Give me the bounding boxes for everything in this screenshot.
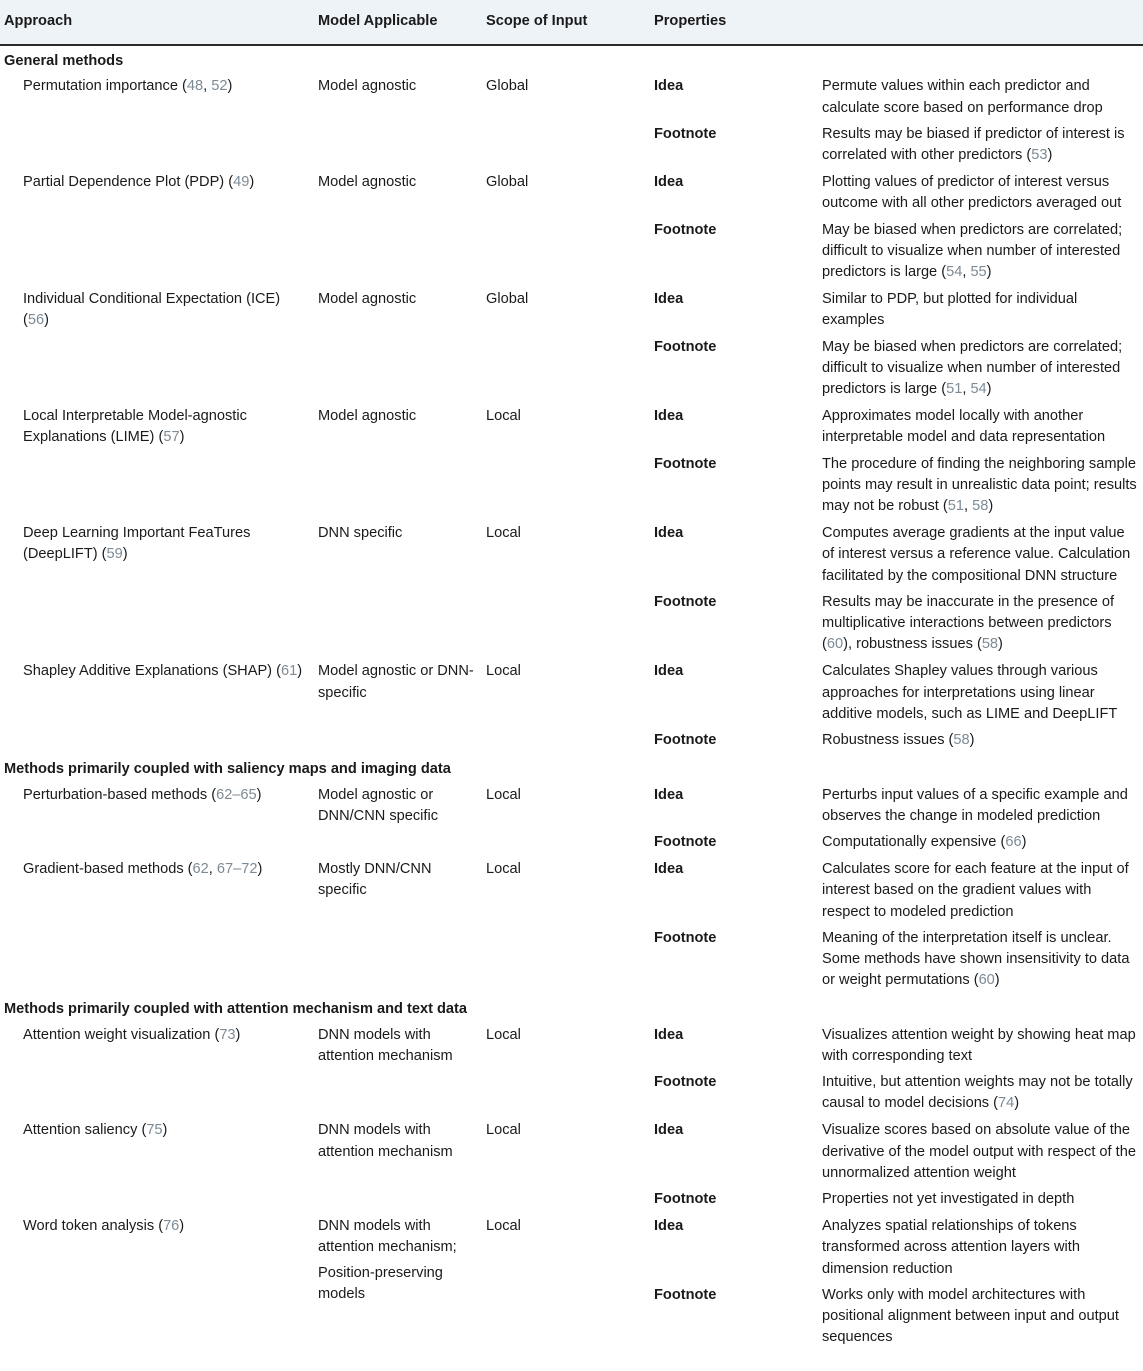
reference-link[interactable]: 54 <box>970 381 987 398</box>
scope-cell: Global <box>486 291 529 308</box>
footnote-label: Footnote <box>654 833 717 850</box>
scope-cell: Local <box>486 1122 521 1139</box>
footnote-label: Footnote <box>654 593 717 610</box>
approach-cell <box>0 658 314 754</box>
section-title: Methods primarily coupled with saliency maps and imaging data <box>4 761 451 778</box>
text-run: Meaning of the interpretation itself is unclear. Some methods have shown insensitivity to data or weight permutations ( <box>822 929 1130 989</box>
idea-text <box>818 403 1143 450</box>
text-run: , <box>962 264 971 281</box>
reference-link[interactable]: 53 <box>1031 147 1048 164</box>
scope-cell: Local <box>486 786 521 803</box>
footnote-label: Footnote <box>654 455 717 472</box>
approach-cell <box>0 403 314 520</box>
table-row <box>0 1117 1143 1186</box>
scope-cell: Global <box>486 78 529 95</box>
text-run: ) <box>998 636 1003 653</box>
reference-link[interactable]: 62–65 <box>216 786 257 803</box>
reference-link[interactable]: 51 <box>947 498 964 515</box>
table-body <box>0 45 1143 1351</box>
text-run: Perturbation-based methods ( <box>23 786 217 803</box>
reference-link[interactable]: 74 <box>998 1095 1015 1112</box>
text-run: , <box>963 498 973 515</box>
model-applicable-text: Model agnostic or DNN-specific <box>318 663 474 701</box>
table-row <box>0 169 1143 216</box>
idea-label: Idea <box>654 1122 684 1139</box>
text-run: ) <box>1047 147 1053 164</box>
text-run: Visualizes attention weight by showing heat map with corresponding text <box>822 1026 1136 1064</box>
model-applicable-text: DNN models with attention mechanism <box>318 1026 453 1064</box>
text-run: Results may be biased if predictor of interest is correlated with other predictors ( <box>822 125 1125 164</box>
footnote-label: Footnote <box>654 1190 717 1207</box>
text-run: Results may be inaccurate in the presence of multiplicative interactions between predictors ( <box>822 593 1115 653</box>
footnote-label: Footnote <box>654 929 717 946</box>
table-row <box>0 403 1143 450</box>
header-scope-of-input: Scope of Input <box>482 0 650 45</box>
scope-cell: Local <box>486 1218 521 1235</box>
text-run: Attention saliency ( <box>23 1122 147 1139</box>
reference-link[interactable]: 67–72 <box>216 861 258 878</box>
text-run: May be biased when predictors are correlated; difficult to visualize when number of interested predictors is large ( <box>822 221 1123 281</box>
text-run: , <box>203 78 212 95</box>
header-approach: Approach <box>0 0 314 45</box>
idea-label: Idea <box>654 525 684 542</box>
text-run: Permute values within each predictor and calculate score based on performance drop <box>822 78 1103 116</box>
text-run: ) <box>986 264 992 281</box>
text-run: ) <box>257 861 263 878</box>
text-run: ) <box>986 381 992 398</box>
text-run: Calculates score for each feature at the input of interest based on the gradient values with respect to modeled prediction <box>822 861 1129 920</box>
text-run: Visualize scores based on absolute value of the derivative of the model output with respect of the unnormalized attention weight <box>822 1122 1136 1181</box>
approach-cell <box>0 286 314 403</box>
text-run: ) <box>1021 833 1027 850</box>
section-header-row <box>0 45 1143 73</box>
approach-cell <box>0 1117 314 1213</box>
text-run: , <box>208 861 217 878</box>
model-applicable-extra: Position-preserving models <box>318 1264 443 1302</box>
text-run: Similar to PDP, but plotted for individual examples <box>822 291 1078 329</box>
idea-label: Idea <box>654 663 684 680</box>
table-row <box>0 286 1143 333</box>
approach-cell <box>0 73 314 169</box>
text-run: Intuitive, but attention weights may not be totally causal to model decisions ( <box>822 1073 1133 1112</box>
text-run: ) <box>179 429 185 446</box>
reference-link[interactable]: 76 <box>163 1218 180 1235</box>
scope-cell: Local <box>486 408 521 425</box>
reference-link[interactable]: 58 <box>972 498 989 515</box>
text-run: ) <box>249 174 255 191</box>
idea-label: Idea <box>654 1026 684 1043</box>
model-applicable-cell <box>314 856 482 994</box>
text-run: Permutation importance ( <box>23 78 187 95</box>
reference-link[interactable]: 61 <box>280 663 298 680</box>
table-row <box>0 520 1143 589</box>
text-run: Partial Dependence Plot (PDP) ( <box>23 174 234 191</box>
footnote-label: Footnote <box>654 732 717 749</box>
model-applicable-cell <box>314 1117 482 1213</box>
text-run: The procedure of finding the neighboring sample points may result in unrealistic data point; results may not be robust ( <box>822 455 1137 515</box>
text-run: ) <box>235 1026 241 1043</box>
reference-link[interactable]: 73 <box>219 1026 236 1043</box>
reference-link[interactable]: 48 <box>186 78 204 95</box>
footnote-text <box>818 121 1143 169</box>
idea-text <box>818 658 1143 727</box>
idea-text <box>818 1022 1143 1069</box>
model-applicable-text: Model agnostic <box>318 408 417 425</box>
idea-label: Idea <box>654 1218 684 1235</box>
text-run: Attention weight visualization ( <box>23 1026 220 1043</box>
reference-link[interactable]: 51 <box>946 381 963 398</box>
model-applicable-cell <box>314 403 482 520</box>
model-applicable-cell <box>314 169 482 286</box>
text-run: ) <box>122 546 128 563</box>
header-model-applicable: Model Applicable <box>314 0 482 45</box>
table-row <box>0 856 1143 925</box>
footnote-text <box>818 589 1143 659</box>
reference-link[interactable]: 59 <box>106 546 123 563</box>
approach-cell <box>0 520 314 658</box>
idea-text <box>818 169 1143 216</box>
model-applicable-cell <box>314 782 482 857</box>
idea-label: Idea <box>654 174 684 191</box>
approach-cell <box>0 1022 314 1118</box>
footnote-text <box>818 217 1143 287</box>
reference-link[interactable]: 66 <box>1005 833 1022 850</box>
table-row <box>0 782 1143 829</box>
footnote-label: Footnote <box>654 1073 717 1090</box>
model-applicable-cell <box>314 286 482 403</box>
model-applicable-text: Model agnostic <box>318 174 417 191</box>
reference-link[interactable]: 60 <box>826 636 844 653</box>
text-run: ) <box>994 972 1000 989</box>
text-run: ) <box>988 498 994 515</box>
idea-label: Idea <box>654 78 684 95</box>
footnote-label: Footnote <box>654 125 717 142</box>
footnote-text <box>818 1282 1143 1352</box>
reference-link[interactable]: 58 <box>953 732 970 749</box>
table-header <box>0 0 1143 45</box>
text-run: Analyzes spatial relationships of tokens transformed across attention layers with dimension reduction <box>822 1218 1080 1277</box>
table-row <box>0 1022 1143 1069</box>
header-properties: Properties <box>650 0 1143 45</box>
footnote-label: Footnote <box>654 338 717 355</box>
model-applicable-text: Model agnostic or DNN/CNN specific <box>318 786 439 824</box>
table-row <box>0 658 1143 727</box>
reference-link[interactable]: 52 <box>211 78 228 95</box>
table-row <box>0 73 1143 120</box>
footnote-label: Footnote <box>654 1286 717 1303</box>
text-run: ) <box>297 663 303 680</box>
reference-link[interactable]: 54 <box>946 264 963 281</box>
scope-cell: Global <box>486 174 529 191</box>
text-run: Robustness issues ( <box>822 732 954 749</box>
footnote-text <box>818 925 1143 995</box>
model-applicable-cell <box>314 658 482 754</box>
approach-cell <box>0 782 314 857</box>
model-applicable-cell <box>314 1022 482 1118</box>
text-run: ) <box>227 78 233 95</box>
text-run: Properties not yet investigated in depth <box>822 1190 1075 1207</box>
footnote-text <box>818 829 1143 856</box>
reference-link[interactable]: 60 <box>978 972 995 989</box>
model-applicable-text: Model agnostic <box>318 291 417 308</box>
text-run: Shapley Additive Explanations (SHAP) ( <box>23 663 281 680</box>
reference-link[interactable]: 56 <box>27 312 45 329</box>
text-run: Works only with model architectures with positional alignment between input and output sequences <box>822 1286 1119 1346</box>
model-applicable-cell <box>314 73 482 169</box>
text-run: ) <box>44 312 49 329</box>
text-run: ), robustness issues ( <box>843 636 982 653</box>
scope-cell: Local <box>486 663 521 680</box>
idea-label: Idea <box>654 786 684 803</box>
text-run: Approximates model locally with another interpretable model and data representation <box>822 408 1106 446</box>
idea-text <box>818 286 1143 333</box>
text-run: Computationally expensive ( <box>822 833 1006 850</box>
text-run: ) <box>162 1122 168 1139</box>
reference-link[interactable]: 55 <box>970 264 987 281</box>
text-run: , <box>962 381 971 398</box>
model-applicable-text: DNN specific <box>318 525 403 542</box>
model-applicable-text: Model agnostic <box>318 78 417 95</box>
footnote-text <box>818 1069 1143 1117</box>
model-applicable-text: Mostly DNN/CNN specific <box>318 861 432 899</box>
footnote-text <box>818 451 1143 521</box>
model-applicable-cell <box>314 1213 482 1351</box>
idea-text <box>818 73 1143 120</box>
idea-label: Idea <box>654 291 684 308</box>
text-run: Plotting values of predictor of interest versus outcome with all other predictors averaged out <box>822 174 1122 212</box>
reference-link[interactable]: 57 <box>163 429 180 446</box>
idea-text <box>818 520 1143 589</box>
idea-text <box>818 856 1143 925</box>
text-run: Local Interpretable Model-agnostic Explanations (LIME) ( <box>23 408 247 446</box>
section-header-row <box>0 754 1143 781</box>
text-run: ) <box>256 786 262 803</box>
reference-link[interactable]: 58 <box>981 636 999 653</box>
model-applicable-text: DNN models with attention mechanism; <box>318 1218 457 1256</box>
text-run: Deep Learning Important FeaTures (DeepLIFT) ( <box>23 525 251 563</box>
text-run: Computes average gradients at the input value of interest versus a reference value. Calculation facilitated by the compositional DNN structure <box>822 525 1131 584</box>
text-run: Gradient-based methods ( <box>23 861 193 878</box>
text-run: May be biased when predictors are correlated; difficult to visualize when number of interested predictors is large ( <box>822 338 1123 398</box>
text-run: Word token analysis ( <box>23 1218 164 1235</box>
idea-text <box>818 782 1143 829</box>
idea-text <box>818 1117 1143 1186</box>
footnote-text <box>818 334 1143 404</box>
idea-label: Idea <box>654 408 684 425</box>
footnote-text <box>818 727 1143 754</box>
text-run: ) <box>179 1218 185 1235</box>
table-row <box>0 1213 1143 1282</box>
scope-cell: Local <box>486 525 521 542</box>
section-title: General methods <box>4 53 124 70</box>
reference-link[interactable]: 49 <box>233 174 250 191</box>
scope-cell: Local <box>486 861 521 878</box>
model-applicable-text: DNN models with attention mechanism <box>318 1122 453 1160</box>
scope-cell: Local <box>486 1026 521 1043</box>
idea-label: Idea <box>654 861 684 878</box>
text-run: Perturbs input values of a specific example and observes the change in modeled prediction <box>822 786 1128 824</box>
idea-text <box>818 1213 1143 1282</box>
model-applicable-cell <box>314 520 482 658</box>
section-title: Methods primarily coupled with attention mechanism and text data <box>4 1001 468 1018</box>
text-run: Calculates Shapley values through various approaches for interpretations using linear additive models, such as LIME and DeepLIFT <box>822 663 1118 722</box>
reference-link[interactable]: 62 <box>192 861 209 878</box>
text-run: ) <box>1014 1095 1020 1112</box>
footnote-label: Footnote <box>654 221 717 238</box>
text-run: ) <box>969 732 975 749</box>
approach-cell <box>0 856 314 994</box>
footnote-text <box>818 1186 1143 1213</box>
reference-link[interactable]: 75 <box>146 1122 163 1139</box>
approach-cell <box>0 1213 314 1351</box>
section-header-row <box>0 994 1143 1021</box>
text-run: Individual Conditional Expectation (ICE) ( <box>23 291 281 329</box>
approach-cell <box>0 169 314 286</box>
